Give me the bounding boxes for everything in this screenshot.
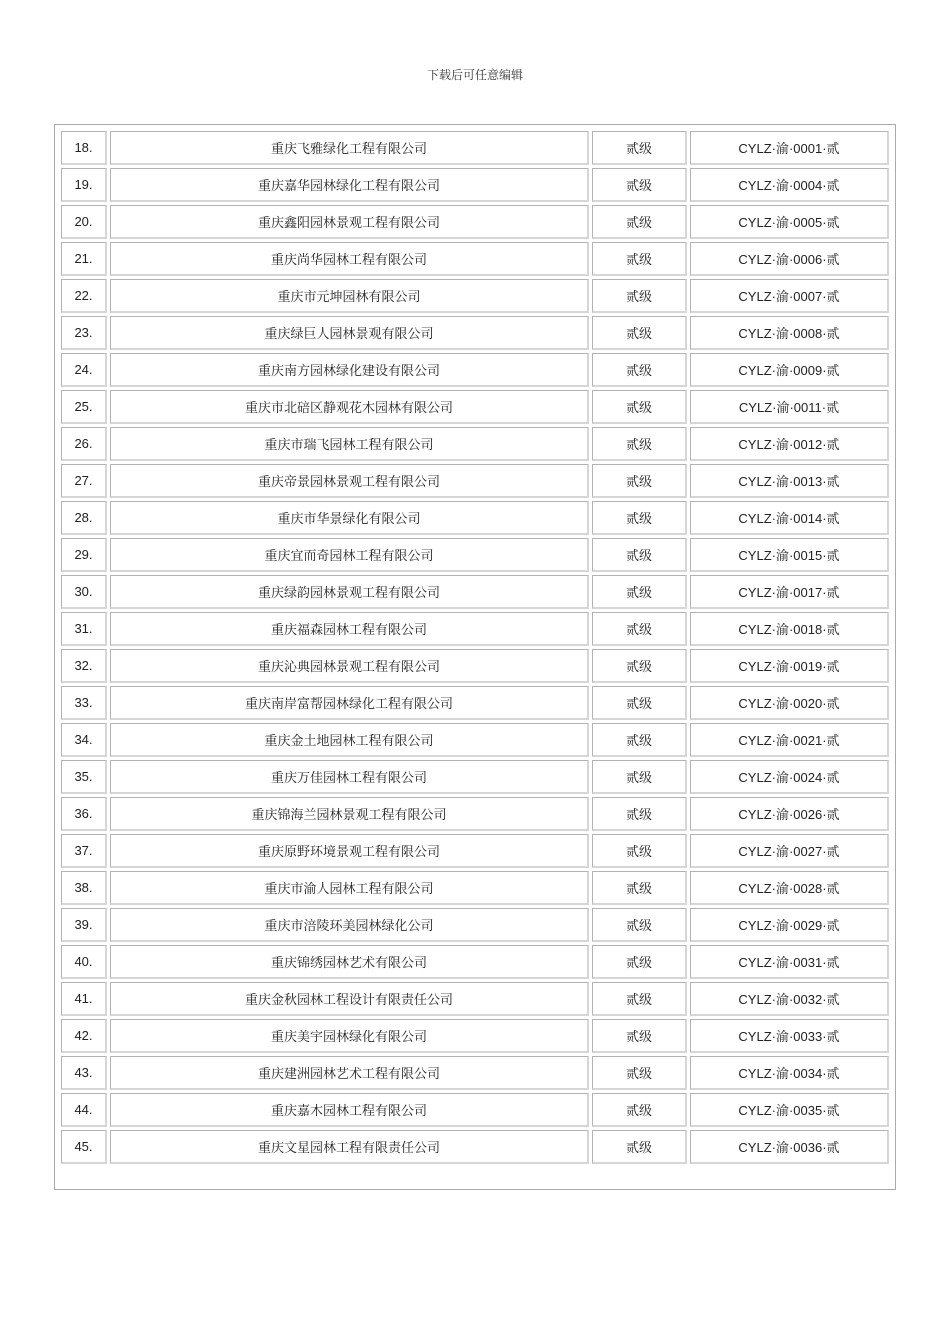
row-number: 44. (61, 1093, 107, 1127)
table-row (61, 168, 889, 202)
certificate-number: CYLZ·渝·0013·贰 (690, 464, 889, 498)
table-row (61, 982, 889, 1016)
company-name: 重庆南岸富帮园林绿化工程有限公司 (110, 686, 589, 720)
qualification-grade: 贰级 (592, 501, 687, 535)
company-name: 重庆市北碚区静观花木园林有限公司 (110, 390, 589, 424)
table-row (61, 834, 889, 868)
certificate-number: CYLZ·渝·0008·贰 (690, 316, 889, 350)
certificate-number: CYLZ·渝·0024·贰 (690, 760, 889, 794)
row-number: 39. (61, 908, 107, 942)
certificate-number: CYLZ·渝·0026·贰 (690, 797, 889, 831)
page-header-note: 下载后可任意编辑 (426, 68, 523, 82)
row-number: 25. (61, 390, 107, 424)
registry-table (58, 128, 892, 1167)
certificate-number: CYLZ·渝·0006·贰 (690, 242, 889, 276)
certificate-number: CYLZ·渝·0034·贰 (690, 1056, 889, 1090)
row-number: 24. (61, 353, 107, 387)
company-name: 重庆嘉木园林工程有限公司 (110, 1093, 589, 1127)
certificate-number: CYLZ·渝·0009·贰 (690, 353, 889, 387)
table-row (61, 1056, 889, 1090)
certificate-number: CYLZ·渝·0029·贰 (690, 908, 889, 942)
company-name: 重庆绿巨人园林景观有限公司 (110, 316, 589, 350)
qualification-grade: 贰级 (592, 945, 687, 979)
certificate-number: CYLZ·渝·0014·贰 (690, 501, 889, 535)
row-number: 19. (61, 168, 107, 202)
table-row (61, 1130, 889, 1164)
table-row (61, 1019, 889, 1053)
qualification-grade: 贰级 (592, 797, 687, 831)
certificate-number: CYLZ·渝·0031·贰 (690, 945, 889, 979)
qualification-grade: 贰级 (592, 723, 687, 757)
table-row (61, 501, 889, 535)
company-name: 重庆锦绣园林艺术有限公司 (110, 945, 589, 979)
table-row (61, 945, 889, 979)
certificate-number: CYLZ·渝·0011·贰 (690, 390, 889, 424)
qualification-grade: 贰级 (592, 316, 687, 350)
company-name: 重庆市瑞飞园林工程有限公司 (110, 427, 589, 461)
table-row (61, 353, 889, 387)
row-number: 30. (61, 575, 107, 609)
row-number: 45. (61, 1130, 107, 1164)
company-name: 重庆绿韵园林景观工程有限公司 (110, 575, 589, 609)
company-name: 重庆嘉华园林绿化工程有限公司 (110, 168, 589, 202)
row-number: 22. (61, 279, 107, 313)
certificate-number: CYLZ·渝·0004·贰 (690, 168, 889, 202)
row-number: 35. (61, 760, 107, 794)
qualification-grade: 贰级 (592, 427, 687, 461)
qualification-grade: 贰级 (592, 131, 687, 165)
table-row (61, 131, 889, 165)
qualification-grade: 贰级 (592, 390, 687, 424)
table-row (61, 723, 889, 757)
qualification-grade: 贰级 (592, 686, 687, 720)
certificate-number: CYLZ·渝·0021·贰 (690, 723, 889, 757)
row-number: 34. (61, 723, 107, 757)
company-name: 重庆建洲园林艺术工程有限公司 (110, 1056, 589, 1090)
qualification-grade: 贰级 (592, 1056, 687, 1090)
table-row (61, 612, 889, 646)
certificate-number: CYLZ·渝·0027·贰 (690, 834, 889, 868)
table-row (61, 871, 889, 905)
company-name: 重庆锦海兰园林景观工程有限公司 (110, 797, 589, 831)
company-name: 重庆市元坤园林有限公司 (110, 279, 589, 313)
registry-table-body (61, 131, 889, 1164)
company-name: 重庆市渝人园林工程有限公司 (110, 871, 589, 905)
row-number: 42. (61, 1019, 107, 1053)
certificate-number: CYLZ·渝·0012·贰 (690, 427, 889, 461)
row-number: 36. (61, 797, 107, 831)
table-row (61, 575, 889, 609)
company-name: 重庆万佳园林工程有限公司 (110, 760, 589, 794)
certificate-number: CYLZ·渝·0035·贰 (690, 1093, 889, 1127)
table-row (61, 908, 889, 942)
company-name: 重庆帝景园林景观工程有限公司 (110, 464, 589, 498)
row-number: 18. (61, 131, 107, 165)
qualification-grade: 贰级 (592, 538, 687, 572)
row-number: 20. (61, 205, 107, 239)
company-name: 重庆尚华园林工程有限公司 (110, 242, 589, 276)
company-name: 重庆美宇园林绿化有限公司 (110, 1019, 589, 1053)
company-name: 重庆市涪陵环美园林绿化公司 (110, 908, 589, 942)
company-name: 重庆鑫阳园林景观工程有限公司 (110, 205, 589, 239)
certificate-number: CYLZ·渝·0005·贰 (690, 205, 889, 239)
company-name: 重庆飞雅绿化工程有限公司 (110, 131, 589, 165)
company-name: 重庆宜而奇园林工程有限公司 (110, 538, 589, 572)
table-row (61, 464, 889, 498)
row-number: 26. (61, 427, 107, 461)
row-number: 37. (61, 834, 107, 868)
qualification-grade: 贰级 (592, 242, 687, 276)
certificate-number: CYLZ·渝·0018·贰 (690, 612, 889, 646)
row-number: 43. (61, 1056, 107, 1090)
row-number: 29. (61, 538, 107, 572)
row-number: 32. (61, 649, 107, 683)
table-row (61, 427, 889, 461)
row-number: 38. (61, 871, 107, 905)
company-name: 重庆金土地园林工程有限公司 (110, 723, 589, 757)
qualification-grade: 贰级 (592, 353, 687, 387)
qualification-grade: 贰级 (592, 612, 687, 646)
row-number: 31. (61, 612, 107, 646)
table-row (61, 390, 889, 424)
qualification-grade: 贰级 (592, 575, 687, 609)
table-row (61, 316, 889, 350)
row-number: 40. (61, 945, 107, 979)
row-number: 28. (61, 501, 107, 535)
qualification-grade: 贰级 (592, 834, 687, 868)
certificate-number: CYLZ·渝·0017·贰 (690, 575, 889, 609)
qualification-grade: 贰级 (592, 464, 687, 498)
qualification-grade: 贰级 (592, 1093, 687, 1127)
certificate-number: CYLZ·渝·0036·贰 (690, 1130, 889, 1164)
table-row (61, 797, 889, 831)
company-name: 重庆福森园林工程有限公司 (110, 612, 589, 646)
table-row (61, 1093, 889, 1127)
table-row (61, 538, 889, 572)
table-row (61, 649, 889, 683)
qualification-grade: 贰级 (592, 205, 687, 239)
certificate-number: CYLZ·渝·0028·贰 (690, 871, 889, 905)
table-row (61, 686, 889, 720)
certificate-number: CYLZ·渝·0032·贰 (690, 982, 889, 1016)
table-row (61, 279, 889, 313)
registry-table-frame (54, 124, 896, 1190)
qualification-grade: 贰级 (592, 908, 687, 942)
company-name: 重庆沁典园林景观工程有限公司 (110, 649, 589, 683)
row-number: 27. (61, 464, 107, 498)
table-row (61, 760, 889, 794)
qualification-grade: 贰级 (592, 760, 687, 794)
company-name: 重庆文星园林工程有限责任公司 (110, 1130, 589, 1164)
certificate-number: CYLZ·渝·0033·贰 (690, 1019, 889, 1053)
qualification-grade: 贰级 (592, 279, 687, 313)
company-name: 重庆市华景绿化有限公司 (110, 501, 589, 535)
qualification-grade: 贰级 (592, 168, 687, 202)
certificate-number: CYLZ·渝·0001·贰 (690, 131, 889, 165)
qualification-grade: 贰级 (592, 982, 687, 1016)
row-number: 41. (61, 982, 107, 1016)
qualification-grade: 贰级 (592, 649, 687, 683)
qualification-grade: 贰级 (592, 871, 687, 905)
row-number: 21. (61, 242, 107, 276)
company-name: 重庆原野环境景观工程有限公司 (110, 834, 589, 868)
certificate-number: CYLZ·渝·0020·贰 (690, 686, 889, 720)
row-number: 23. (61, 316, 107, 350)
company-name: 重庆南方园林绿化建设有限公司 (110, 353, 589, 387)
table-row (61, 205, 889, 239)
certificate-number: CYLZ·渝·0015·贰 (690, 538, 889, 572)
qualification-grade: 贰级 (592, 1130, 687, 1164)
certificate-number: CYLZ·渝·0007·贰 (690, 279, 889, 313)
table-row (61, 242, 889, 276)
row-number: 33. (61, 686, 107, 720)
company-name: 重庆金秋园林工程设计有限责任公司 (110, 982, 589, 1016)
certificate-number: CYLZ·渝·0019·贰 (690, 649, 889, 683)
qualification-grade: 贰级 (592, 1019, 687, 1053)
